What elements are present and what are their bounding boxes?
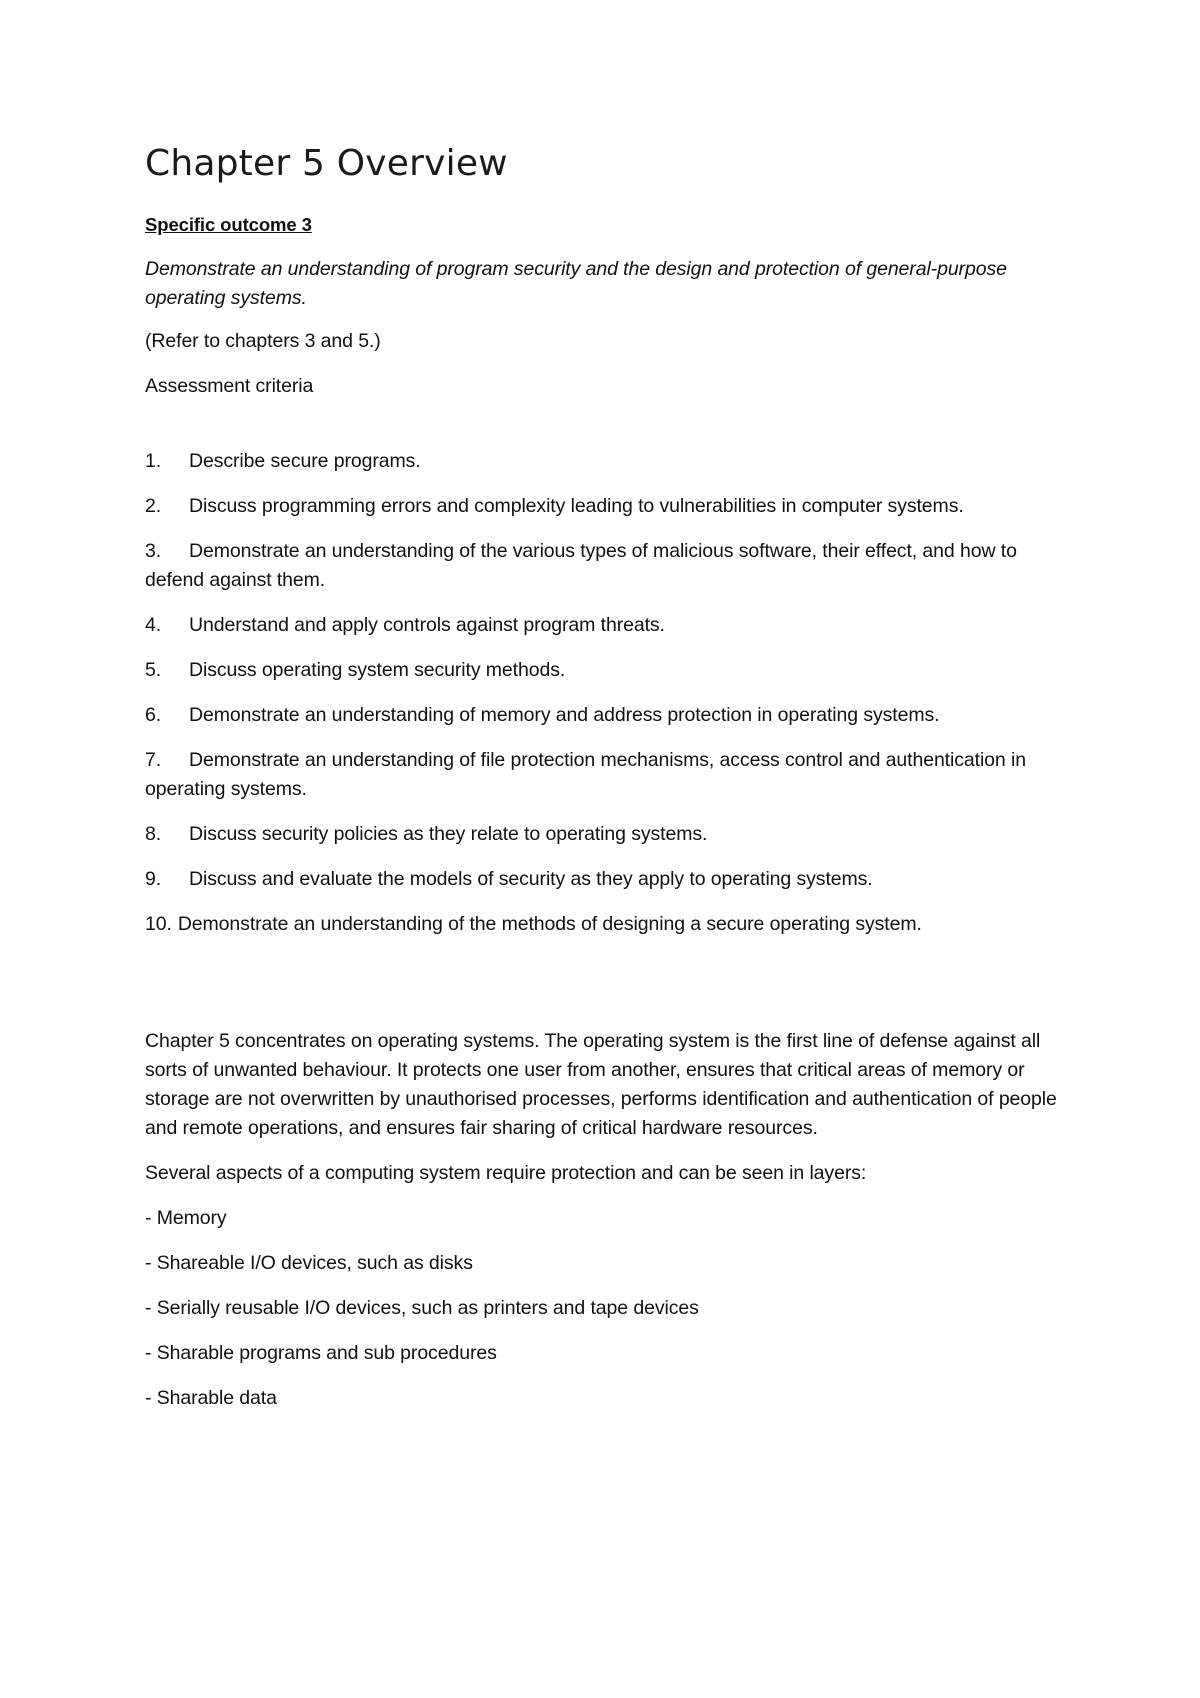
criteria-text: Discuss operating system security methods. [189, 659, 566, 681]
criteria-number: 3. [145, 540, 162, 562]
outcome-label: Specific outcome 3 [145, 214, 312, 235]
criteria-item [145, 746, 1065, 804]
criteria-text: Demonstrate an understanding of memory and address protection in operating systems. [189, 704, 940, 726]
criteria-item [145, 820, 1065, 849]
criteria-item [145, 910, 1065, 939]
criteria-number: 4. [145, 614, 162, 636]
criteria-item [145, 865, 1065, 894]
criteria-text: Describe secure programs. [189, 450, 421, 472]
layer-item: - Memory [145, 1207, 227, 1229]
criteria-list [145, 447, 1065, 939]
criteria-number: 7. [145, 749, 162, 771]
section-spacer [145, 955, 1065, 1027]
outcome-description: Demonstrate an understanding of program security and the design and protection of general-purpose operating systems. [145, 258, 1007, 309]
criteria-text: Discuss programming errors and complexity leading to vulnerabilities in computer systems. [189, 495, 964, 517]
layer-item: - Sharable data [145, 1387, 277, 1409]
criteria-item [145, 611, 1065, 640]
criteria-item [145, 701, 1065, 730]
criteria-number: 1. [145, 450, 162, 472]
criteria-text: Discuss and evaluate the models of security as they apply to operating systems. [189, 868, 873, 890]
overview-paragraph: Chapter 5 concentrates on operating systems. The operating system is the first line of defense against all sorts of unwanted behaviour. It protects one user from another, ensures that critical areas of memory or storage are not overwritten by unauthorised processes, performs identification and authentication of people and remote operations, and ensures fair sharing of critical hardware resources. [145, 1030, 1057, 1139]
criteria-number: 9. [145, 868, 162, 890]
layers-intro-paragraph: Several aspects of a computing system require protection and can be seen in layers: [145, 1162, 867, 1184]
page-title: Chapter 5 Overview [145, 143, 508, 184]
layer-item: - Shareable I/O devices, such as disks [145, 1252, 473, 1274]
criteria-number: 5. [145, 659, 162, 681]
layer-item: - Sharable programs and sub procedures [145, 1342, 497, 1364]
criteria-number: 10. [145, 913, 172, 935]
criteria-heading: Assessment criteria [145, 375, 314, 397]
document-body [145, 140, 1065, 1429]
criteria-text: Demonstrate an understanding of the various types of malicious software, their effect, and how to defend against them. [145, 540, 1017, 591]
chapter-reference: (Refer to chapters 3 and 5.) [145, 330, 381, 352]
criteria-item [145, 492, 1065, 521]
layer-item: - Serially reusable I/O devices, such as printers and tape devices [145, 1297, 699, 1319]
criteria-number: 8. [145, 823, 162, 845]
criteria-item [145, 447, 1065, 476]
criteria-text: Discuss security policies as they relate to operating systems. [189, 823, 708, 845]
layers-list [145, 1204, 1065, 1413]
criteria-number: 6. [145, 704, 162, 726]
criteria-text: Demonstrate an understanding of file protection mechanisms, access control and authentication in operating systems. [145, 749, 1026, 800]
criteria-text: Demonstrate an understanding of the methods of designing a secure operating system. [177, 913, 922, 935]
criteria-text: Understand and apply controls against program threats. [189, 614, 665, 636]
criteria-item [145, 537, 1065, 595]
criteria-number: 2. [145, 495, 162, 517]
criteria-item [145, 656, 1065, 685]
